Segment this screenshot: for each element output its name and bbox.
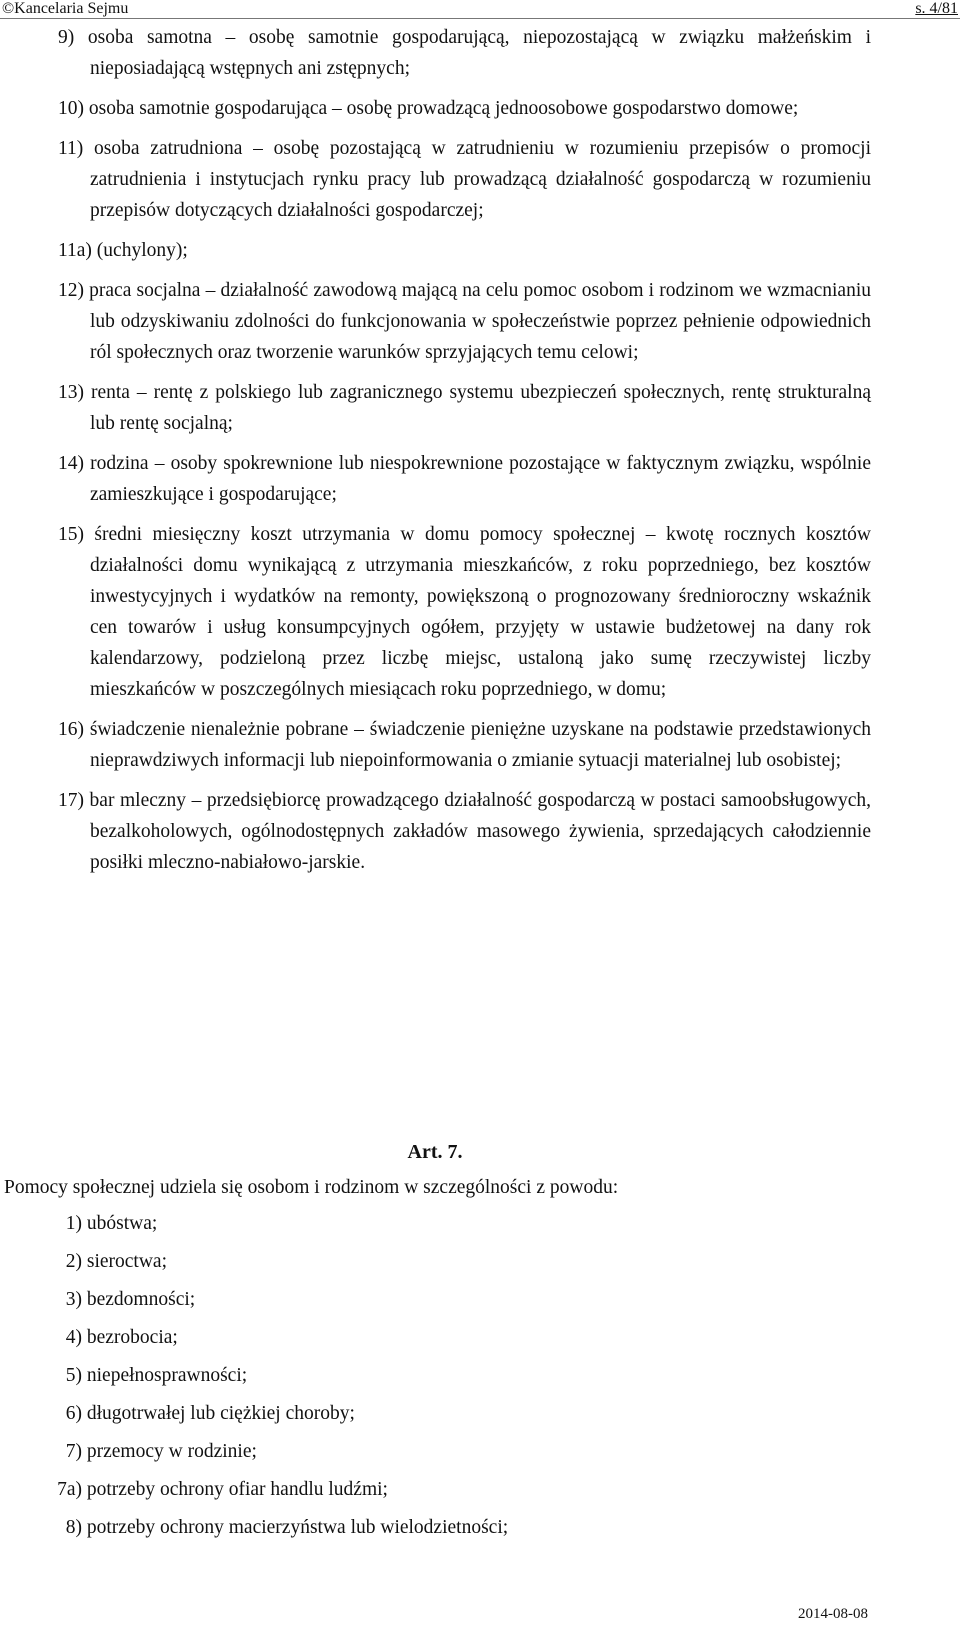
list-item: 8) potrzeby ochrony macierzyństwa lub wielodzietności; (65, 1517, 509, 1538)
definition-item: 11a) (uchylony); (58, 240, 188, 261)
definition-item: 14) rodzina – osoby spokrewnione lub niespokrewnione pozostające w faktycznym związku, wspólnie zamieszkujące i gospodarujące; (58, 453, 871, 505)
definition-item: 15) średni miesięczny koszt utrzymania w domu pomocy społecznej – kwotę rocznych kosztów działalności domu wynikającą z utrzymania mieszkańców, z roku poprzedniego, bez kosztów inwestycyjnych i wydatków na remonty, powiększoną o prognozowany średnioroczny wskaźnik cen towarów i usług konsumpcyjnych ogółem, przyjęty w ustawie budżetowej na dany rok kalendarzowy, podzieloną przez liczbę miejsc, ustaloną jako sumę rzeczywistej liczby mieszkańców w poszczególnych miesiącach roku poprzedniego, w domu; (58, 524, 871, 700)
definition-item: 11) osoba zatrudniona – osobę pozostającą w zatrudnieniu w rozumieniu przepisów o promocji zatrudnienia i instytucjach rynku pracy lub prowadzącą działalność gospodarczą w rozumieniu przepisów dotyczących działalności gospodarczej; (58, 138, 871, 221)
definition-item: 17) bar mleczny – przedsiębiorcę prowadzącego działalność gospodarczą w postaci samoobsługowych, bezalkoholowych, ogólnodostępnych zakładów masowego żywienia, sprzedających całodziennie posiłki mleczno-nabiałowo-jarskie. (58, 790, 871, 873)
header-page-number: s. 4/81 (915, 0, 958, 17)
definition-item: 12) praca socjalna – działalność zawodową mającą na celu pomoc osobom i rodzinom we wzmacnianiu lub odzyskiwaniu zdolności do funkcjonowania w społeczeństwie poprzez pełnienie odpowiednich ról społecznych oraz tworzenie warunków sprzyjających temu celowi; (58, 280, 871, 363)
definition-item: 9) osoba samotna – osobę samotnie gospodarującą, niepozostającą w związku małżeńskim i nieposiadającą wstępnych ani zstępnych; (58, 27, 871, 79)
definitions-list (58, 22, 871, 887)
definition-item: 16) świadczenie nienależnie pobrane – świadczenie pieniężne uzyskane na podstawie przedstawionych nieprawdziwych informacji lub niepoinformowania o zmianie sytuacji materialnej lub osobistej; (58, 719, 871, 771)
article-title: Art. 7. (407, 1141, 463, 1163)
footer-date: 2014-08-08 (798, 1606, 868, 1622)
list-item: 1) ubóstwa; (65, 1213, 158, 1234)
definition-item: 10) osoba samotnie gospodarująca – osobę prowadzącą jednoosobowe gospodarstwo domowe; (58, 98, 799, 119)
header-divider (0, 18, 960, 19)
header-publisher: ©Kancelaria Sejmu (2, 0, 129, 17)
list-item: 5) niepełnosprawności; (65, 1365, 248, 1386)
definition-item: 13) renta – rentę z polskiego lub zagranicznego systemu ubezpieczeń społecznych, rentę strukturalną lub rentę socjalną; (58, 382, 871, 434)
list-item: 6) długotrwałej lub ciężkiej choroby; (65, 1403, 355, 1424)
list-item: 7) przemocy w rodzinie; (65, 1441, 257, 1462)
article-intro: Pomocy społecznej udziela się osobom i rodzinom w szczególności z powodu: (4, 1177, 619, 1198)
list-item: 7a) potrzeby ochrony ofiar handlu ludźmi; (57, 1479, 388, 1500)
list-item: 2) sieroctwa; (65, 1251, 168, 1272)
list-item: 3) bezdomności; (65, 1289, 196, 1310)
article-reasons-list (46, 1210, 866, 1552)
list-item: 4) bezrobocia; (65, 1327, 178, 1348)
